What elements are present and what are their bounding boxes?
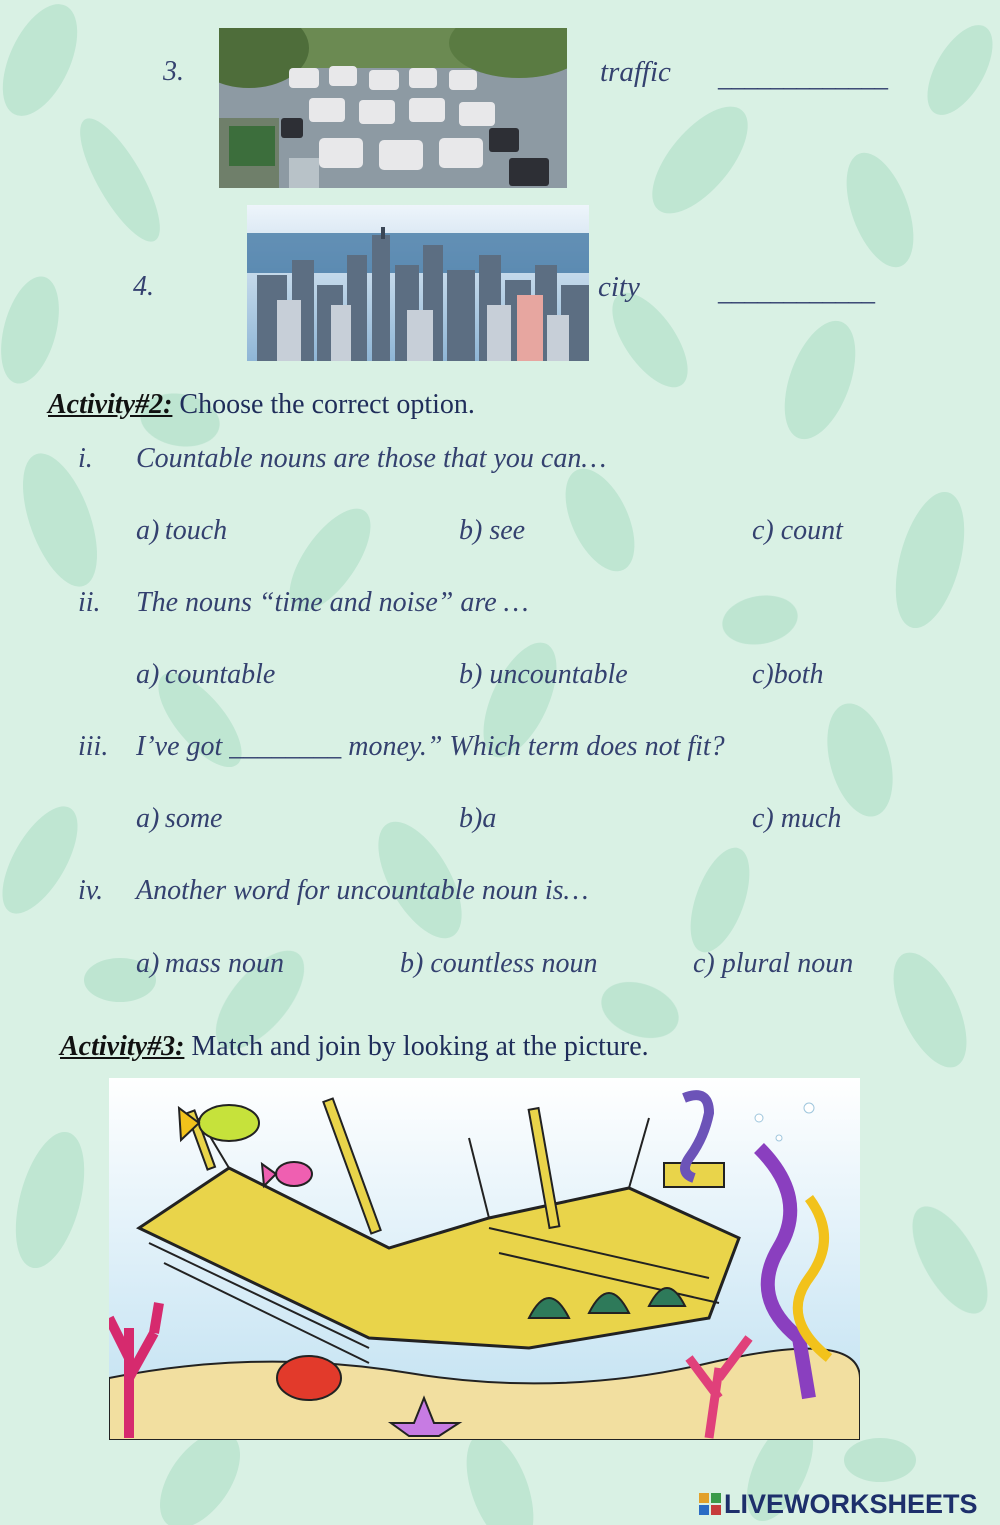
- option-a[interactable]: a) touch: [136, 515, 228, 546]
- activity-3-heading: [60, 1031, 649, 1063]
- question-numeral: ii.: [78, 587, 101, 618]
- option-a[interactable]: a) countable: [136, 659, 276, 690]
- city-skyline-photo: [247, 205, 589, 361]
- traffic-jam-photo: [219, 28, 567, 188]
- question-numeral: i.: [78, 443, 93, 474]
- question-numeral: iii.: [78, 731, 109, 762]
- question-3: [78, 731, 725, 763]
- liveworksheets-logo: [699, 1489, 978, 1520]
- option-b[interactable]: b)a: [459, 803, 497, 834]
- option-c[interactable]: c) much: [752, 803, 842, 834]
- option-c[interactable]: c) plural noun: [693, 948, 854, 979]
- option-c[interactable]: c)both: [752, 659, 824, 690]
- question-1: [78, 443, 606, 475]
- question-text: The nouns “time and noise” are …: [136, 587, 529, 618]
- shipwreck-illustration: [109, 1078, 860, 1440]
- question-2: [78, 587, 529, 619]
- activity-3-instruction: Match and join by looking at the picture.: [184, 1031, 649, 1062]
- option-a[interactable]: a) mass noun: [136, 948, 284, 979]
- item-word: city: [598, 271, 640, 303]
- item-number: 3.: [163, 56, 184, 87]
- question-text: Countable nouns are those that you can…: [136, 443, 607, 474]
- liveworksheets-icon: [699, 1491, 721, 1513]
- answer-blank[interactable]: ____________: [718, 276, 874, 307]
- option-b[interactable]: b) see: [459, 515, 526, 546]
- item-word: traffic: [600, 56, 671, 88]
- question-text: Another word for uncountable noun is…: [136, 875, 589, 906]
- question-numeral: iv.: [78, 875, 104, 906]
- option-b[interactable]: b) countless noun: [400, 948, 598, 979]
- option-b[interactable]: b) uncountable: [459, 659, 628, 690]
- option-a[interactable]: a) some: [136, 803, 223, 834]
- question-4: [78, 875, 588, 907]
- liveworksheets-brand: LIVEWORKSHEETS: [724, 1489, 978, 1519]
- activity-2-instruction: Choose the correct option.: [172, 389, 475, 420]
- activity-3-label: Activity#3:: [60, 1031, 185, 1062]
- option-c[interactable]: c) count: [752, 515, 843, 546]
- item-number: 4.: [133, 271, 154, 302]
- activity-2-label: Activity#2:: [48, 389, 173, 420]
- activity-2-heading: [48, 389, 475, 421]
- question-text: I’ve got ________ money.” Which term does not fit?: [136, 731, 725, 762]
- answer-blank[interactable]: _____________: [718, 62, 887, 93]
